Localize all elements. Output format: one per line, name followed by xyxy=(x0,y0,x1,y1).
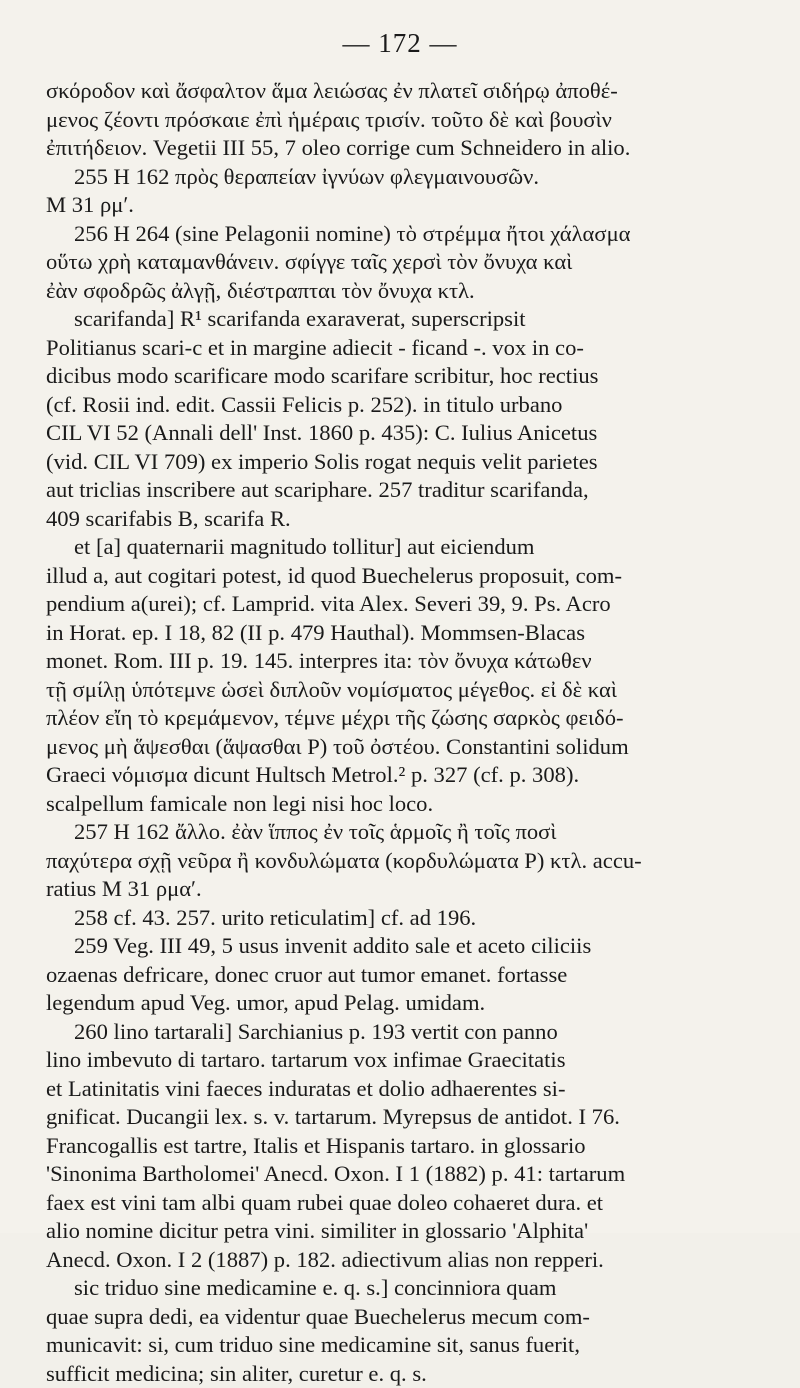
text-line: ratius M 31 ρμαʹ. xyxy=(46,875,754,904)
text-line: Graeci νόμισμα dicunt Hultsch Metrol.² p. 327 (cf. p. 308). xyxy=(46,761,754,790)
text-line: πλέον εἴη τὸ κρεμάμενον, τέμνε μέχρι τῆς ζώσης σαρκὸς φειδό- xyxy=(46,704,754,733)
text-line: οὕτω χρὴ καταμανθάνειν. σφίγγε ταῖς χερσὶ τὸν ὄνυχα καὶ xyxy=(46,248,754,277)
text-line: faex est vini tam albi quam rubei quae doleo cohaeret dura. et xyxy=(46,1189,754,1218)
text-line: ozaenas defricare, donec cruor aut tumor emanet. fortasse xyxy=(46,961,754,990)
text-line: pendium a(urei); cf. Lamprid. vita Alex. Severi 39, 9. Ps. Acro xyxy=(46,590,754,619)
text-line: ἐὰν σφοδρῶς ἀλγῇ, διέστραπται τὸν ὄνυχα κτλ. xyxy=(46,277,754,306)
text-line: M 31 ρμʹ. xyxy=(46,191,754,220)
text-line: παχύτερα σχῇ νεῦρα ἢ κονδυλώματα (κορδυλώματα P) κτλ. accu- xyxy=(46,847,754,876)
text-line: (vid. CIL VI 709) ex imperio Solis rogat nequis velit parietes xyxy=(46,448,754,477)
text-line: 257 H 162 ἄλλο. ἐὰν ἵππος ἐν τοῖς ἁρμοῖς ἢ τοῖς ποσὶ xyxy=(46,818,754,847)
text-line: CIL VI 52 (Annali dell' Inst. 1860 p. 435): C. Iulius Anicetus xyxy=(46,419,754,448)
text-line: scarifanda] R¹ scarifanda exaraverat, superscripsit xyxy=(46,305,754,334)
text-line: μενος ζέοντι πρόσκαιε ἐπὶ ἡμέραις τρισίν. τοῦτο δὲ καὶ βουσὶν xyxy=(46,106,754,135)
text-line: dicibus modo scarificare modo scarifare scribitur, hoc rectius xyxy=(46,362,754,391)
text-line: quae supra dedi, ea videntur quae Buechelerus mecum com- xyxy=(46,1303,754,1332)
text-line: 259 Veg. III 49, 5 usus invenit addito sale et aceto ciliciis xyxy=(46,932,754,961)
text-line: τῇ σμίλῃ ὑπότεμνε ὡσεὶ διπλοῦν νομίσματος μέγεθος. εἰ δὲ καὶ xyxy=(46,676,754,705)
text-line: σκόροδον καὶ ἄσφαλτον ἅμα λειώσας ἐν πλατεῖ σιδήρῳ ἀποθέ- xyxy=(46,77,754,106)
text-line: gnificat. Ducangii lex. s. v. tartarum. Myrepsus de antidot. I 76. xyxy=(46,1103,754,1132)
text-line: lino imbevuto di tartaro. tartarum vox infimae Graecitatis xyxy=(46,1046,754,1075)
text-line: monet. Rom. III p. 19. 145. interpres ita: τὸν ὄνυχα κάτωθεν xyxy=(46,647,754,676)
text-line: 256 H 264 (sine Pelagonii nomine) τὸ στρέμμα ἤτοι χάλασμα xyxy=(46,220,754,249)
text-line: Anecd. Oxon. I 2 (1887) p. 182. adiectivum alias non repperi. xyxy=(46,1246,754,1275)
page-number-header: — 172 — xyxy=(46,28,754,59)
text-line: illud a, aut cogitari potest, id quod Buechelerus proposuit, com- xyxy=(46,562,754,591)
text-line: sufficit medicina; sin aliter, curetur e. q. s. xyxy=(46,1360,754,1388)
text-line: 255 H 162 πρὸς θεραπείαν ἰγνύων φλεγμαινουσῶν. xyxy=(46,163,754,192)
text-line: ἐπιτήδειον. Vegetii III 55, 7 oleo corrige cum Schneidero in alio. xyxy=(46,134,754,163)
text-line: et Latinitatis vini faeces induratas et dolio adhaerentes si- xyxy=(46,1075,754,1104)
text-line: in Horat. ep. I 18, 82 (II p. 479 Hauthal). Mommsen-Blacas xyxy=(46,619,754,648)
text-line: sic triduo sine medicamine e. q. s.] concinniora quam xyxy=(46,1274,754,1303)
text-line: scalpellum famicale non legi nisi hoc loco. xyxy=(46,790,754,819)
text-line: municavit: si, cum triduo sine medicamine sit, sanus fuerit, xyxy=(46,1331,754,1360)
text-line: Francogallis est tartre, Italis et Hispanis tartaro. in glossario xyxy=(46,1132,754,1161)
text-line: 'Sinonima Bartholomei' Anecd. Oxon. I 1 (1882) p. 41: tartarum xyxy=(46,1160,754,1189)
text-line: (cf. Rosii ind. edit. Cassii Felicis p. 252). in titulo urbano xyxy=(46,391,754,420)
text-line: μενος μὴ ἅψεσθαι (ἅψασθαι P) τοῦ ὀστέου. Constantini solidum xyxy=(46,733,754,762)
text-line: aut triclias inscribere aut scariphare. 257 traditur scarifanda, xyxy=(46,476,754,505)
text-line: et [a] quaternarii magnitudo tollitur] aut eiciendum xyxy=(46,533,754,562)
text-line: alio nomine dicitur petra vini. similiter in glossario 'Alphita' xyxy=(46,1217,754,1246)
text-line: Politianus scari-c et in margine adiecit - ficand -. vox in co- xyxy=(46,334,754,363)
text-line: 409 scarifabis B, scarifa R. xyxy=(46,505,754,534)
commentary-text xyxy=(46,77,754,1388)
text-line: legendum apud Veg. umor, apud Pelag. umidam. xyxy=(46,989,754,1018)
text-line: 258 cf. 43. 257. urito reticulatim] cf. ad 196. xyxy=(46,904,754,933)
text-line: 260 lino tartarali] Sarchianius p. 193 vertit con panno xyxy=(46,1018,754,1047)
